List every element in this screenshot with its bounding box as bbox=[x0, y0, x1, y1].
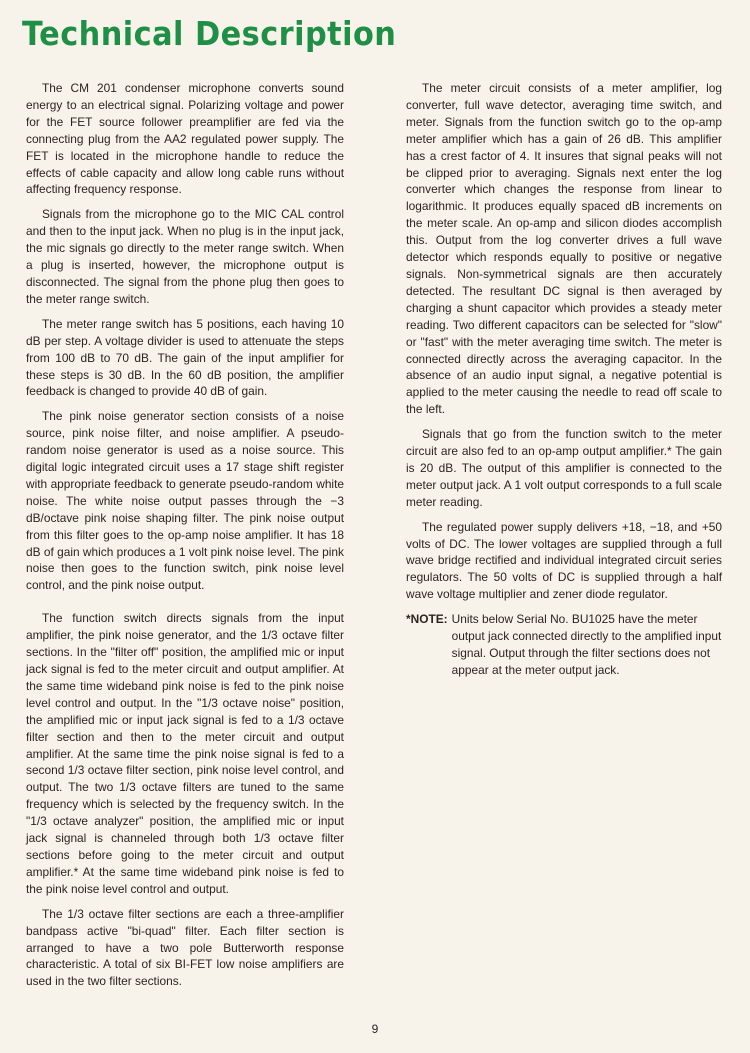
page-title: Technical Description bbox=[22, 14, 397, 53]
paragraph-meter-circuit: The meter circuit consists of a meter amplifier, log converter, full wave detector, averaging time switch, and meter. Signals from the function switch go to the op-amp meter amplifier which has a gain of 26 dB. This amplifier has a crest factor of 4. It insures that signal peaks will not be clipped prior to averaging. Signals next enter the log converter which changes the response from linear to logarithmic. It produces equally spaced dB increments on the meter scale. An op-amp and silicon diodes accomplish this. Output from the log converter drives a full wave detector which responds equally to positive or negative signals. Non-symmetrical signals are then accurately detected. The resultant DC signal is then averaged by charging a shunt capacitor which provides a steady meter reading. Two different capacitors can be selected for "slow" or "fast" with the meter averaging time switch. The meter is connected directly across the averaging capacitor. In the absence of an audio input signal, a negative potential is applied to the meter causing the needle to read off scale to the left. bbox=[406, 81, 722, 417]
right-column bbox=[406, 80, 722, 679]
footnote-label: *NOTE: bbox=[406, 612, 448, 627]
paragraph-microphone: The CM 201 condenser microphone converts sound energy to an electrical signal. Polarizing voltage and power for the FET source follower preamplifier are fed via the connecting plug from the AA2 regulated power supply. The FET is located in the microphone handle to reduce the effects of cable capacity and allow long cable runs without affecting frequency response. bbox=[26, 81, 344, 197]
paragraph-mic-cal: Signals from the microphone go to the MIC CAL control and then to the input jack. When no plug is in the input jack, the mic signals go directly to the meter range switch. When a plug is inserted, however, the microphone output is disconnected. The signal from the phone plug then goes to the meter range switch. bbox=[26, 207, 344, 306]
footnote bbox=[406, 611, 722, 679]
page-number: 9 bbox=[371, 1022, 379, 1036]
paragraph-function-switch: The function switch directs signals from the input amplifier, the pink noise generator, and the 1/3 octave filter sections. In the "filter off" position, the amplified mic or input jack signal is fed to the meter circuit and output amplifier. At the same time wideband pink noise is fed to the pink noise level control and output. In the "1/3 octave noise" position, the amplified mic or input jack signal is fed to a 1/3 octave filter section and then to the meter circuit and output amplifier. At the same time the pink noise signal is fed to a second 1/3 octave filter section, pink noise level control, and output. The two 1/3 octave filters are tuned to the same frequency which is selected by the frequency switch. In the "1/3 octave analyzer" position, the amplified mic or input jack signal is channeled through both 1/3 octave filter sections before going to the meter circuit and output amplifier.* At the same time wideband pink noise is fed to the pink noise level control and output. bbox=[26, 611, 344, 896]
paragraph-filter-sections: The 1/3 octave filter sections are each a three-amplifier bandpass active "bi-quad" filter. Each filter section is arranged to have a two pole Butterworth response characteristic. A total of six BI-FET low noise amplifiers are used in the two filter sections. bbox=[26, 906, 344, 989]
paragraph-power-supply: The regulated power supply delivers +18, −18, and +50 volts of DC. The lower voltages are supplied through a full wave bridge rectified and individual integrated circuit series regulators. The 50 volts of DC is supplied through a half wave voltage multiplier and zener diode regulator. bbox=[406, 519, 722, 602]
paragraph-pink-noise: The pink noise generator section consists of a noise source, pink noise filter, and noise amplifier. A pseudo-random noise generator is used as a noise source. This digital logic integrated circuit uses a 17 stage shift register with appropriate feedback to generate pseudo-random white noise. The white noise output passes through the −3 dB/octave pink noise shaping filter. The pink noise output from this filter goes to the op-amp noise amplifier. It has 18 dB of gain which produces a 1 volt pink noise level. The pink noise then goes to the function switch, pink noise level control, and the pink noise output. bbox=[26, 409, 344, 593]
left-column bbox=[26, 80, 344, 998]
footnote-text: Units below Serial No. BU1025 have the meter output jack connected directly to the amplified input signal. Output through the filter sections does not appear at the meter output jack. bbox=[451, 612, 722, 677]
paragraph-meter-range: The meter range switch has 5 positions, each having 10 dB per step. A voltage divider is used to attenuate the steps from 100 dB to 70 dB. The gain of the input amplifier for these steps is 30 dB. In the 60 dB position, the amplifier feedback is changed to provide 40 dB of gain. bbox=[26, 316, 344, 399]
paragraph-output-amplifier: Signals that go from the function switch to the meter circuit are also fed to an op-amp output amplifier.* The gain is 20 dB. The output of this amplifier is connected to the meter output jack. A 1 volt output corresponds to a full scale meter reading. bbox=[406, 427, 722, 509]
